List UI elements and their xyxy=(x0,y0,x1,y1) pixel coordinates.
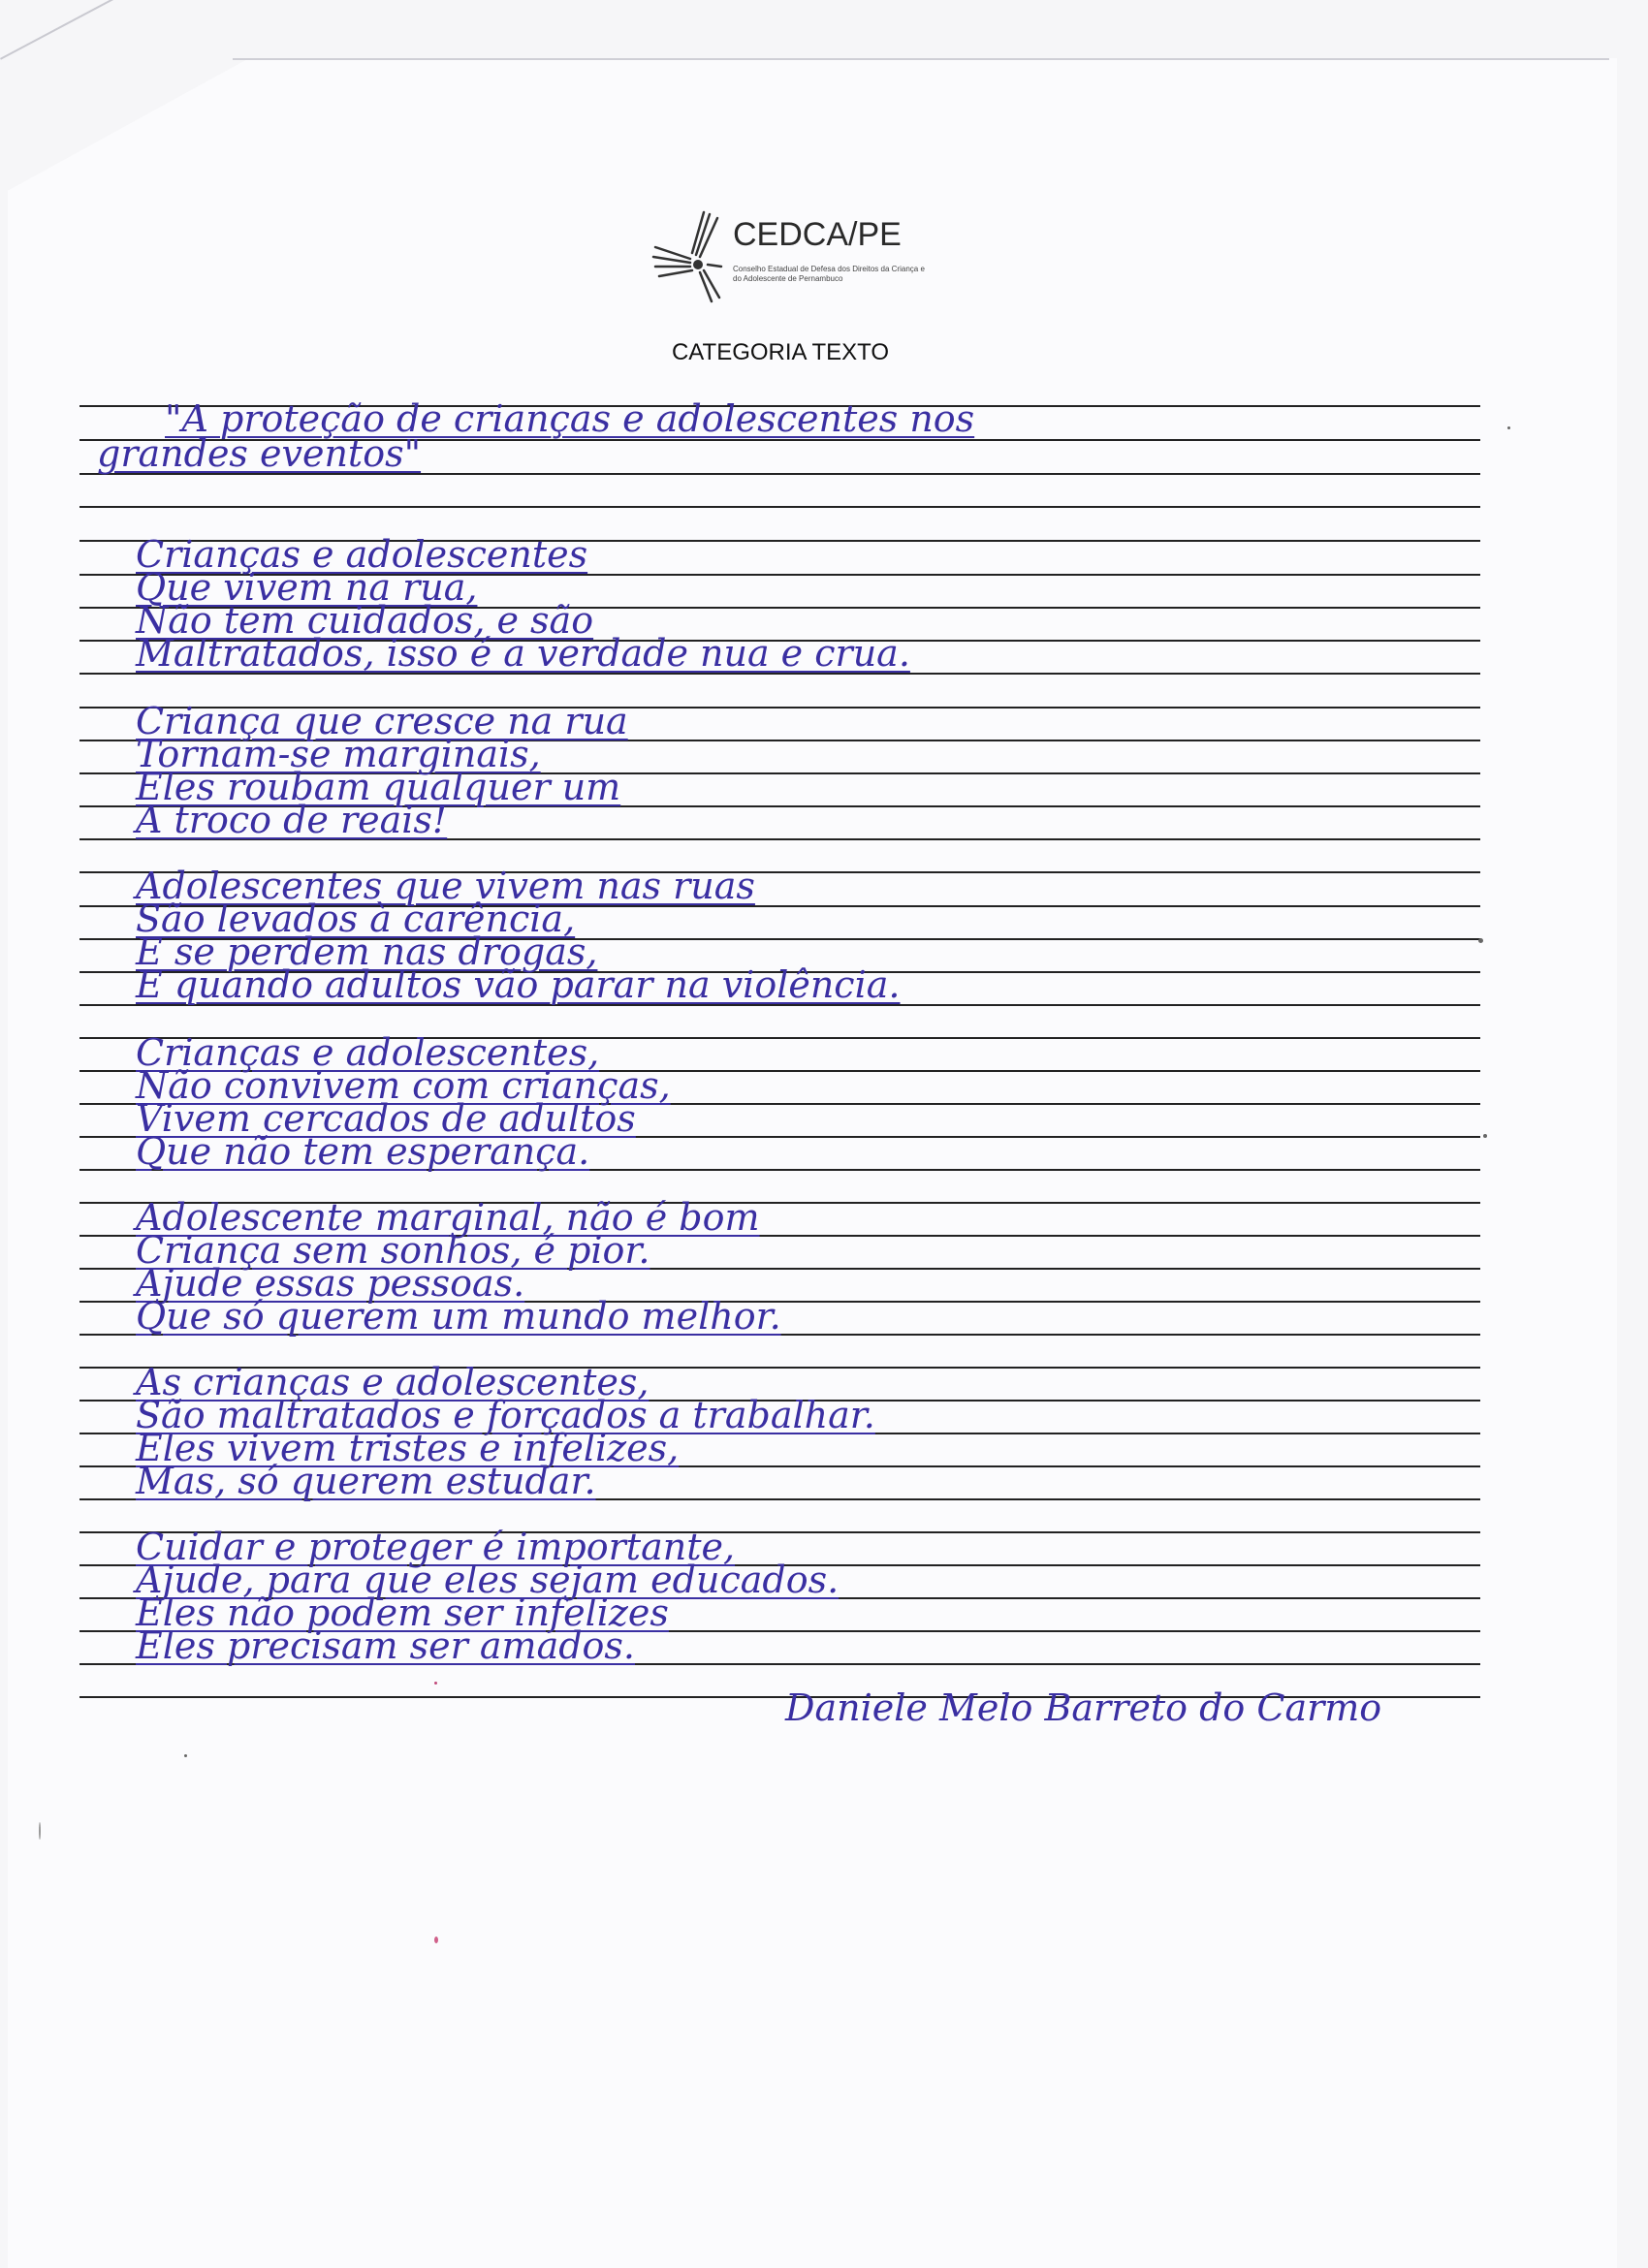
verse-line: Eles não podem ser infelizes xyxy=(136,1591,669,1634)
cedca-logo-icon xyxy=(650,208,727,305)
title-line: "A proteção de crianças e adolescentes nos xyxy=(165,397,975,440)
scan-speck xyxy=(39,1822,41,1840)
verse-line: Vivem cercados de adultos xyxy=(136,1097,636,1140)
ruled-line xyxy=(79,506,1480,508)
verse-line: Crianças e adolescentes, xyxy=(136,1031,600,1074)
verse-line: Adolescentes que vivem nas ruas xyxy=(136,865,755,907)
verse-line: Tornam-se marginais, xyxy=(136,733,541,775)
verse-line: As crianças e adolescentes, xyxy=(136,1361,650,1403)
scan-speck xyxy=(434,1682,437,1685)
logo-name: CEDCA/PE xyxy=(733,216,902,253)
verse-line: Eles vivem tristes e infelizes, xyxy=(136,1427,680,1469)
paper-top-edge xyxy=(233,58,1609,60)
verse-line: Que não tem esperança. xyxy=(136,1130,590,1173)
verse-line: Que só querem um mundo melhor. xyxy=(136,1295,781,1338)
verse-line: São maltratados e forçados a trabalhar. xyxy=(136,1394,875,1436)
title-line: grandes eventos" xyxy=(97,432,422,475)
verse-line: E quando adultos vão parar na violência. xyxy=(136,963,901,1006)
logo-subtitle: Conselho Estadual de Defesa dos Direitos da Criança e do Adolescente de Pernambuco xyxy=(733,265,925,283)
scan-speck xyxy=(1483,1134,1487,1138)
signature: Daniele Melo Barreto do Carmo xyxy=(785,1686,1382,1729)
verse-line: Não tem cuidados, e são xyxy=(136,599,594,642)
verse-line: Eles roubam qualquer um xyxy=(136,766,621,808)
verse-line: Que vivem na rua, xyxy=(136,566,478,609)
verse-line: Não convivem com crianças, xyxy=(136,1064,671,1107)
verse-line: Maltratados, isso é a verdade nua e crua. xyxy=(136,632,910,675)
scan-speck xyxy=(434,1937,438,1943)
verse-line: Eles precisam ser amados. xyxy=(136,1624,636,1667)
paper-fold-edge xyxy=(0,0,206,60)
verse-line: Crianças e adolescentes xyxy=(136,533,588,576)
verse-line: Cuidar e proteger é importante, xyxy=(136,1526,736,1568)
cedca-logo xyxy=(650,208,925,305)
verse-line: A troco de reais! xyxy=(136,799,448,841)
verse-line: Criança sem sonhos, é pior. xyxy=(136,1229,650,1272)
verse-line: São levados à carência, xyxy=(136,898,576,940)
verse-line: Criança que cresce na rua xyxy=(136,700,628,742)
verse-line: E se perdem nas drogas, xyxy=(136,930,598,973)
verse-line: Ajude essas pessoas. xyxy=(136,1262,525,1305)
scan-speck xyxy=(184,1754,187,1757)
scan-speck xyxy=(1507,426,1510,429)
verse-line: Ajude, para que eles sejam educados. xyxy=(136,1559,840,1601)
scan-speck xyxy=(1478,938,1483,943)
category-heading: CATEGORIA TEXTO xyxy=(671,339,890,365)
verse-line: Mas, só querem estudar. xyxy=(136,1460,596,1502)
verse-line: Adolescente marginal, não é bom xyxy=(136,1196,760,1239)
